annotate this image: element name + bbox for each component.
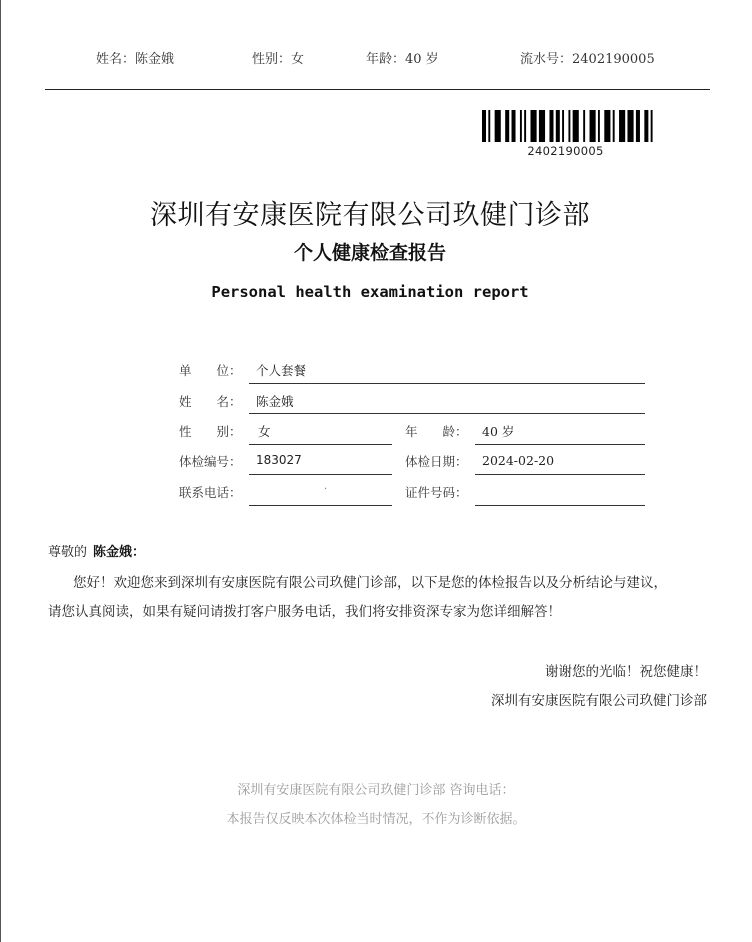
header-name: 姓名：陈金娥 bbox=[96, 52, 175, 67]
barcode-bar bbox=[619, 110, 625, 142]
report-title-cn: 个人健康检查报告 bbox=[293, 242, 446, 264]
barcode-bar bbox=[562, 110, 564, 142]
exam-date-value: 2024-02-20 bbox=[482, 453, 555, 468]
report-title-en: Personal health examination report bbox=[211, 283, 529, 301]
barcode-bar bbox=[644, 110, 648, 142]
barcode-bar bbox=[495, 110, 501, 142]
id-number-label: 证件号码： bbox=[405, 485, 468, 500]
name-value: 陈金娥 bbox=[256, 394, 294, 409]
phone-label: 联系电话： bbox=[179, 485, 242, 500]
barcode-bar bbox=[598, 110, 600, 142]
age-label: 年 龄： bbox=[405, 424, 468, 439]
unit-underline bbox=[249, 383, 645, 384]
barcode-icon bbox=[482, 110, 657, 142]
barcode-bar bbox=[556, 110, 560, 142]
barcode-bar bbox=[583, 110, 585, 142]
letter-line-1: 您好！欢迎您来到深圳有安康医院有限公司玖健门诊部，以下是您的体检报告以及分析结论与建议， bbox=[73, 575, 667, 591]
exam-number-value: 183027 bbox=[256, 453, 302, 467]
name-label: 姓 名： bbox=[179, 394, 242, 409]
name-underline bbox=[249, 413, 645, 414]
header-gender: 性别：女 bbox=[252, 52, 305, 67]
footer-disclaimer: 本报告仅反映本次体检当时情况，不作为诊断依据。 bbox=[226, 812, 526, 827]
gender-value: 女 bbox=[258, 424, 271, 439]
phone-value: . bbox=[324, 481, 328, 492]
barcode bbox=[482, 110, 657, 158]
header-age: 年龄：40 岁 bbox=[366, 52, 439, 67]
header-serial: 流水号：2402190005 bbox=[520, 52, 655, 67]
barcode-number: 2402190005 bbox=[527, 144, 604, 158]
greeting-name: 陈金娥： bbox=[93, 545, 146, 560]
barcode-bar bbox=[604, 110, 610, 142]
barcode-bar bbox=[549, 110, 553, 142]
barcode-bar bbox=[590, 110, 596, 142]
page-left-border bbox=[0, 0, 1, 942]
institution-title: 深圳有安康医院有限公司玖健门诊部 bbox=[150, 200, 590, 231]
gender-underline bbox=[249, 444, 392, 445]
exam-date-underline bbox=[475, 474, 645, 475]
barcode-bar bbox=[613, 110, 615, 142]
age-value: 40 岁 bbox=[482, 424, 515, 439]
unit-label: 单 位： bbox=[179, 363, 242, 378]
phone-underline bbox=[249, 505, 392, 506]
exam-number-underline bbox=[249, 474, 392, 475]
gender-label: 性 别： bbox=[179, 424, 242, 439]
header-divider bbox=[45, 89, 710, 90]
barcode-bar bbox=[512, 110, 516, 142]
letter-line-2: 请您认真阅读，如果有疑问请拨打客户服务电话，我们将安排资深专家为您详细解答！ bbox=[48, 604, 561, 620]
barcode-bar bbox=[524, 110, 526, 142]
barcode-bar bbox=[636, 110, 640, 142]
exam-number-label: 体检编号： bbox=[179, 454, 242, 469]
footer-contact: 深圳有安康医院有限公司玖健门诊部 咨询电话： bbox=[237, 783, 515, 798]
barcode-bar bbox=[627, 110, 633, 142]
barcode-bar bbox=[505, 110, 509, 142]
greeting bbox=[48, 541, 145, 560]
barcode-bar bbox=[520, 110, 522, 142]
barcode-bar bbox=[482, 110, 486, 142]
barcode-bar bbox=[573, 110, 579, 142]
barcode-bar bbox=[539, 110, 545, 142]
signature-line: 深圳有安康医院有限公司玖健门诊部 bbox=[491, 693, 707, 709]
barcode-bar bbox=[568, 110, 570, 142]
barcode-bar bbox=[651, 110, 653, 142]
thanks-line: 谢谢您的光临！祝您健康！ bbox=[545, 664, 707, 680]
unit-value: 个人套餐 bbox=[256, 363, 307, 378]
exam-date-label: 体检日期： bbox=[405, 454, 468, 469]
id-number-underline bbox=[475, 505, 645, 506]
barcode-bar bbox=[530, 110, 536, 142]
barcode-bar bbox=[488, 110, 490, 142]
greeting-prefix: 尊敬的 bbox=[48, 545, 88, 560]
age-underline bbox=[475, 444, 645, 445]
